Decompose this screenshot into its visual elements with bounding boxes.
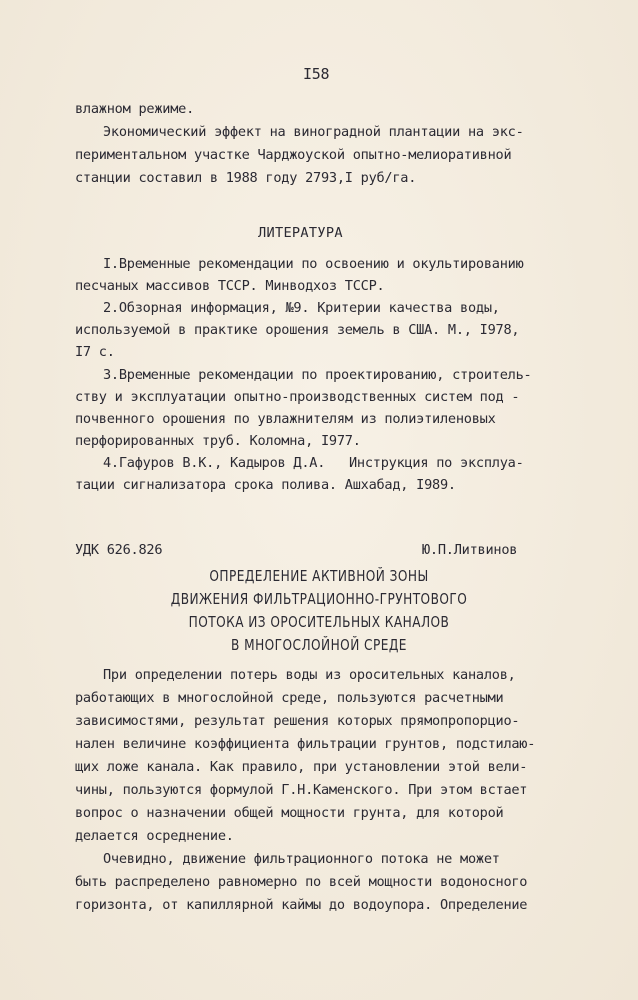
reference-line: 2.Обзорная информация, №9. Критерии качества воды, bbox=[103, 300, 500, 316]
article-author: Ю.П.Литвинов bbox=[422, 542, 518, 558]
body-line: работающих в многослойной среде, пользуются расчетными bbox=[75, 690, 504, 706]
body-line: вопрос о назначении общей мощности грунта, для которой bbox=[75, 805, 504, 821]
article-title-line: ПОТОКА ИЗ ОРОСИТЕЛЬНЫХ КАНАЛОВ bbox=[188, 613, 450, 631]
reference-line: I7 с. bbox=[75, 344, 115, 360]
body-line: Очевидно, движение фильтрационного потока не может bbox=[103, 851, 500, 867]
reference-line: 4.Гафуров В.К., Кадыров Д.А. Инструкция по эксплуа- bbox=[103, 455, 524, 471]
reference-line: I.Временные рекомендации по освоению и окультированию bbox=[103, 256, 524, 272]
body-line: При определении потерь воды из оросительных каналов, bbox=[103, 667, 516, 683]
body-line: чины, пользуются формулой Г.Н.Каменского. При этом встает bbox=[75, 782, 528, 798]
body-line: делается осреднение. bbox=[75, 828, 234, 844]
body-line: зависимостями, результат решения которых прямопропорцио- bbox=[75, 713, 520, 729]
reference-line: 3.Временные рекомендации по проектированию, строитель- bbox=[103, 367, 532, 383]
body-line: горизонта, от капиллярной каймы до водоупора. Определение bbox=[75, 897, 528, 913]
article-title-line: В МНОГОСЛОЙНОЙ СРЕДЕ bbox=[231, 636, 407, 654]
intro-line: периментальном участке Чарджоуской опытно-мелиоративной bbox=[75, 147, 512, 163]
intro-line: влажном режиме. bbox=[75, 101, 195, 117]
body-line: щих ложе канала. Как правило, при установлении этой вели- bbox=[75, 759, 528, 775]
reference-line: используемой в практике орошения земель в США. М., I978, bbox=[75, 322, 520, 338]
reference-line: почвенного орошения по увлажнителям из полиэтиленовых bbox=[75, 411, 496, 427]
intro-line: станции составил в 1988 году 2793,I руб/га. bbox=[75, 170, 417, 186]
literature-heading: ЛИТЕРАТУРА bbox=[258, 225, 343, 241]
article-title-line: ДВИЖЕНИЯ ФИЛЬТРАЦИОННО-ГРУНТОВОГО bbox=[170, 590, 468, 608]
reference-line: перфорированных труб. Коломна, I977. bbox=[75, 433, 361, 449]
body-line: быть распределено равномерно по всей мощности водоносного bbox=[75, 874, 528, 890]
udk-code: УДК 626.826 bbox=[75, 542, 163, 558]
article-title-line: ОПРЕДЕЛЕНИЕ АКТИВНОЙ ЗОНЫ bbox=[209, 567, 429, 585]
reference-line: ству и эксплуатации опытно-производственных систем под - bbox=[75, 389, 520, 405]
page-number: I58 bbox=[303, 65, 330, 83]
reference-line: песчаных массивов ТССР. Минводхоз ТССР. bbox=[75, 278, 385, 294]
intro-line: Экономический эффект на виноградной плантации на экс- bbox=[103, 124, 524, 140]
reference-line: тации сигнализатора срока полива. Ашхабад, I989. bbox=[75, 477, 456, 493]
body-line: нален величине коэффициента фильтрации грунтов, подстилаю- bbox=[75, 736, 536, 752]
